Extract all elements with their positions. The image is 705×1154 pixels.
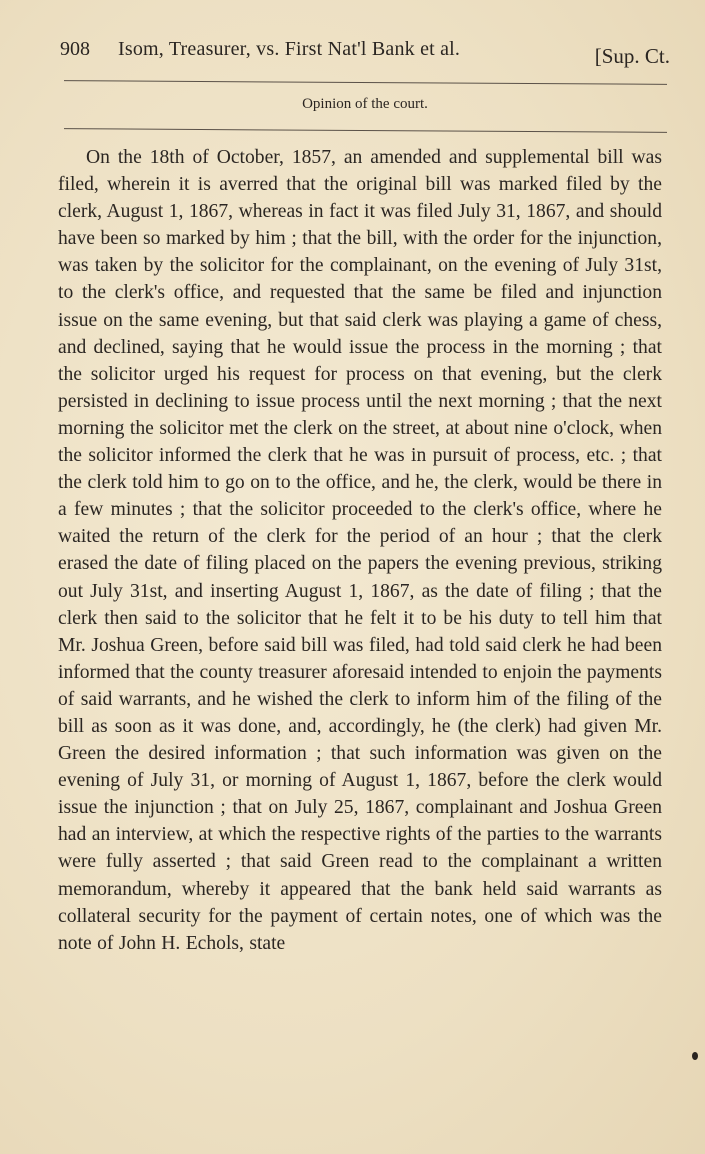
page-number: 908 — [60, 38, 90, 60]
court-reference: [Sup. Ct. — [594, 44, 670, 68]
opinion-text — [58, 144, 662, 957]
section-label: Opinion of the court. — [302, 96, 428, 112]
header-rule-bottom — [64, 128, 667, 133]
ink-spot — [692, 1052, 698, 1060]
running-head — [60, 38, 670, 72]
case-title: Isom, Treasurer, vs. First Nat'l Bank et al. — [118, 38, 461, 60]
header-rule-top — [64, 80, 667, 85]
opinion-paragraph: On the 18th of October, 1857, an amended and supplemental bill was filed, wherein it is averred that the original bill was marked filed by the clerk, August 1, 1867, whereas in fact it was filed July 31, 1867, and should have been so marked by him ; that the bill, with the order for the injunction, was taken by the solicitor for the complainant, on the evening of July 31st, to the clerk's office, and requested that the same be filed and injunction issue on the same evening, but that said clerk was playing a game of chess, and declined, saying that he would issue the process in the morning ; that the solicitor urged his request for process on that evening, but the clerk persisted in declining to issue process until the next morning ; that the next morning the solicitor met the clerk on the street, at about nine o'clock, when the solicitor informed the clerk that he was in pursuit of process, etc. ; that the clerk told him to go on to the office, and he, the clerk, would be there in a few minutes ; that the solicitor proceeded to the clerk's office, where he waited the return of the clerk for the period of an hour ; that the clerk erased the date of filing placed on the papers the evening previous, striking out July 31st, and inserting August 1, 1867, as the date of filing ; that the clerk then said to the solicitor that he felt it to be his duty to tell him that Mr. Joshua Green, before said bill was filed, had told said clerk he had been informed that the county treasurer aforesaid intended to enjoin the payments of said warrants, and he wished the clerk to inform him of the filing of the bill as soon as it was done, and, accordingly, he (the clerk) had given Mr. Green the desired information ; that such information was given on the evening of July 31, or morning of August 1, 1867, before the clerk would issue the injunction ; that on July 25, 1867, complainant and Joshua Green had an interview, at which the respective rights of the parties to the warrants were fully asserted ; that said Green read to the complainant a written memorandum, whereby it appeared that the bank held said warrants as collateral security for the payment of certain notes, one of which was the note of John H. Echols, state — [58, 147, 662, 954]
